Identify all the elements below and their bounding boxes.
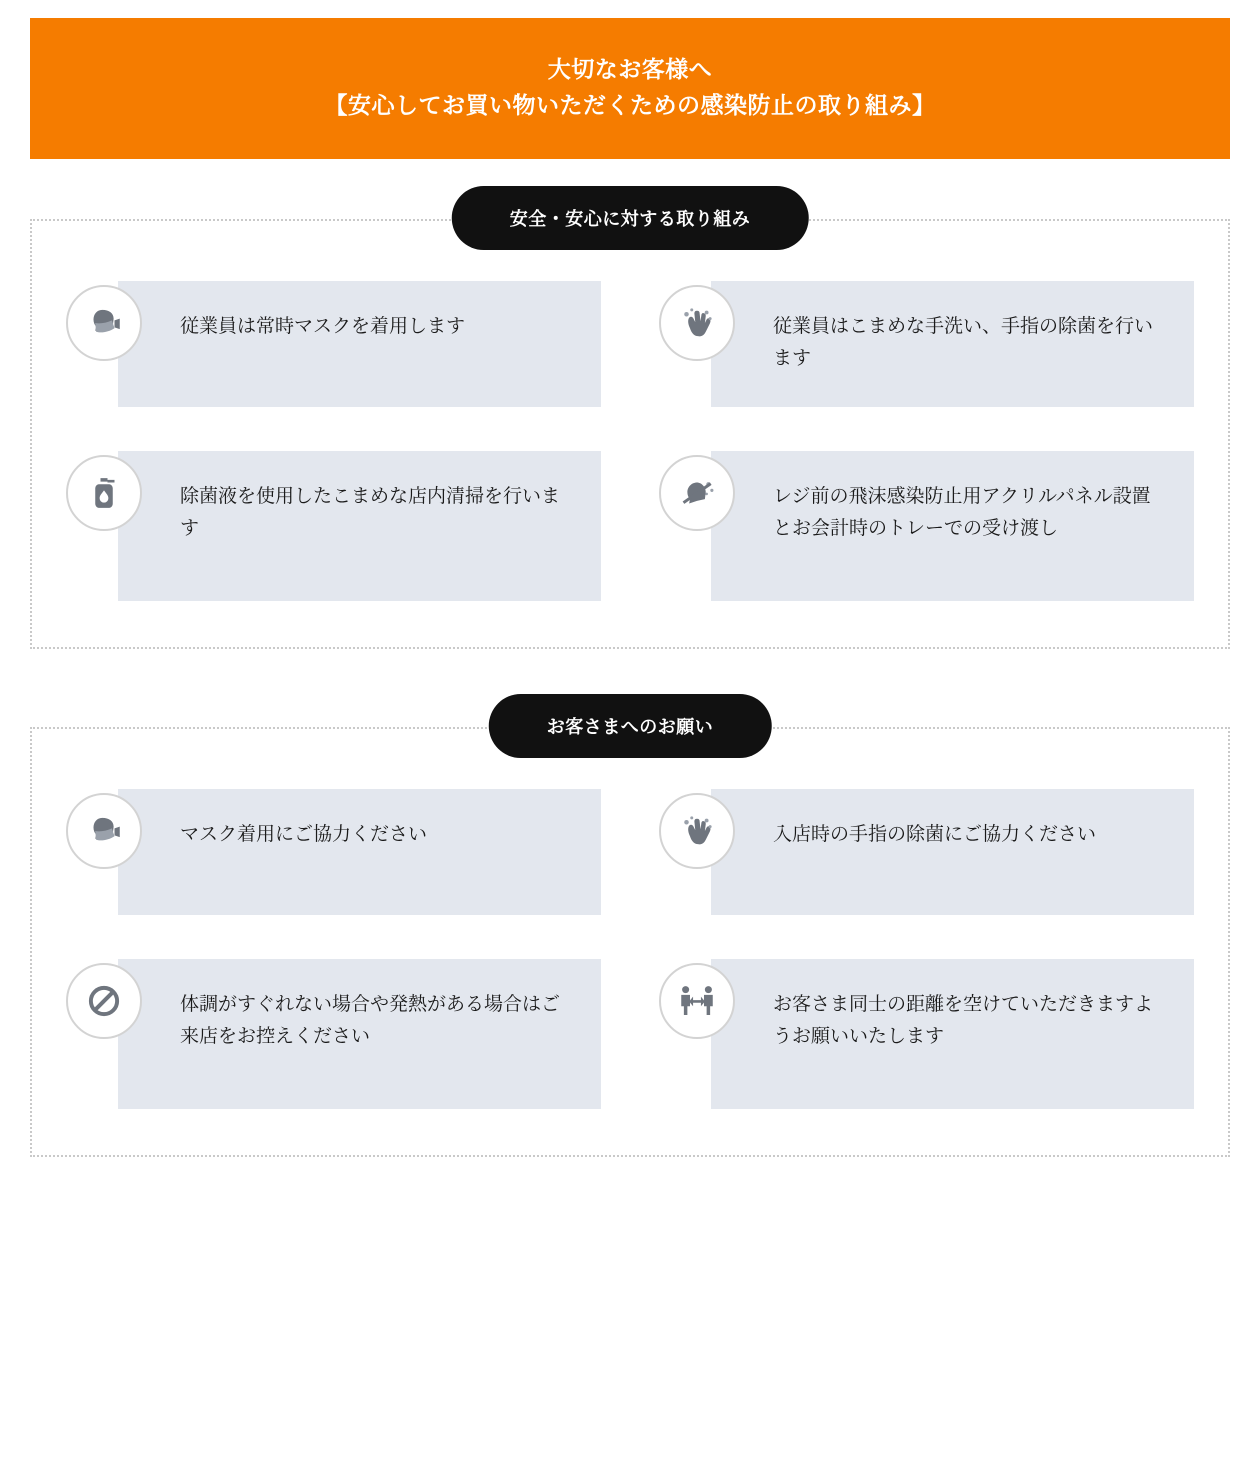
hand-wash-icon [659, 285, 735, 361]
list-item-text: レジ前の飛沫感染防止用アクリルパネル設置とお会計時のトレーでの受け渡し [773, 486, 1151, 539]
page-banner [30, 18, 1230, 159]
list-item [659, 281, 1194, 407]
section-title-store-measures: 安全・安心に対する取り組み [452, 186, 809, 250]
social-distance-icon [659, 963, 735, 1039]
list-item [66, 789, 601, 915]
prohibited-icon [66, 963, 142, 1039]
sanitizer-bottle-icon [66, 455, 142, 531]
list-item-text: 除菌液を使用したこまめな店内清掃を行います [180, 486, 561, 539]
requests-grid [66, 789, 1194, 1109]
list-item-box [711, 789, 1194, 915]
list-item [66, 451, 601, 601]
list-item-text: 入店時の手指の除菌にご協力ください [773, 824, 1097, 846]
section-customer-requests [30, 717, 1230, 1157]
mask-icon [66, 793, 142, 869]
measures-grid [66, 281, 1194, 601]
banner-title-line-1: 大切なお客様へ [547, 56, 713, 82]
section-title-customer-requests: お客さまへのお願い [489, 694, 772, 758]
mask-icon [66, 285, 142, 361]
list-item-text: 従業員はこまめな手洗い、手指の除菌を行います [773, 316, 1154, 369]
list-item-text: お客さま同士の距離を空けていただきますようお願いいたします [773, 994, 1154, 1047]
list-item-box [711, 451, 1194, 601]
list-item-box [118, 281, 601, 407]
section-store-measures [30, 209, 1230, 649]
list-item-box [118, 959, 601, 1109]
list-item [659, 959, 1194, 1109]
list-item-text: マスク着用にご協力ください [180, 824, 428, 846]
list-item [659, 451, 1194, 601]
no-droplet-icon [659, 455, 735, 531]
list-item [659, 789, 1194, 915]
list-item-box [118, 451, 601, 601]
list-item-text: 体調がすぐれない場合や発熱がある場合はご来店をお控えください [180, 994, 561, 1047]
list-item [66, 959, 601, 1109]
list-item-box [711, 959, 1194, 1109]
banner-title-line-2: 【安心してお買い物いただくための感染防止の取り組み】 [324, 91, 936, 118]
list-item [66, 281, 601, 407]
list-item-box [118, 789, 601, 915]
hand-wash-icon [659, 793, 735, 869]
list-item-box [711, 281, 1194, 407]
list-item-text: 従業員は常時マスクを着用します [180, 316, 466, 338]
